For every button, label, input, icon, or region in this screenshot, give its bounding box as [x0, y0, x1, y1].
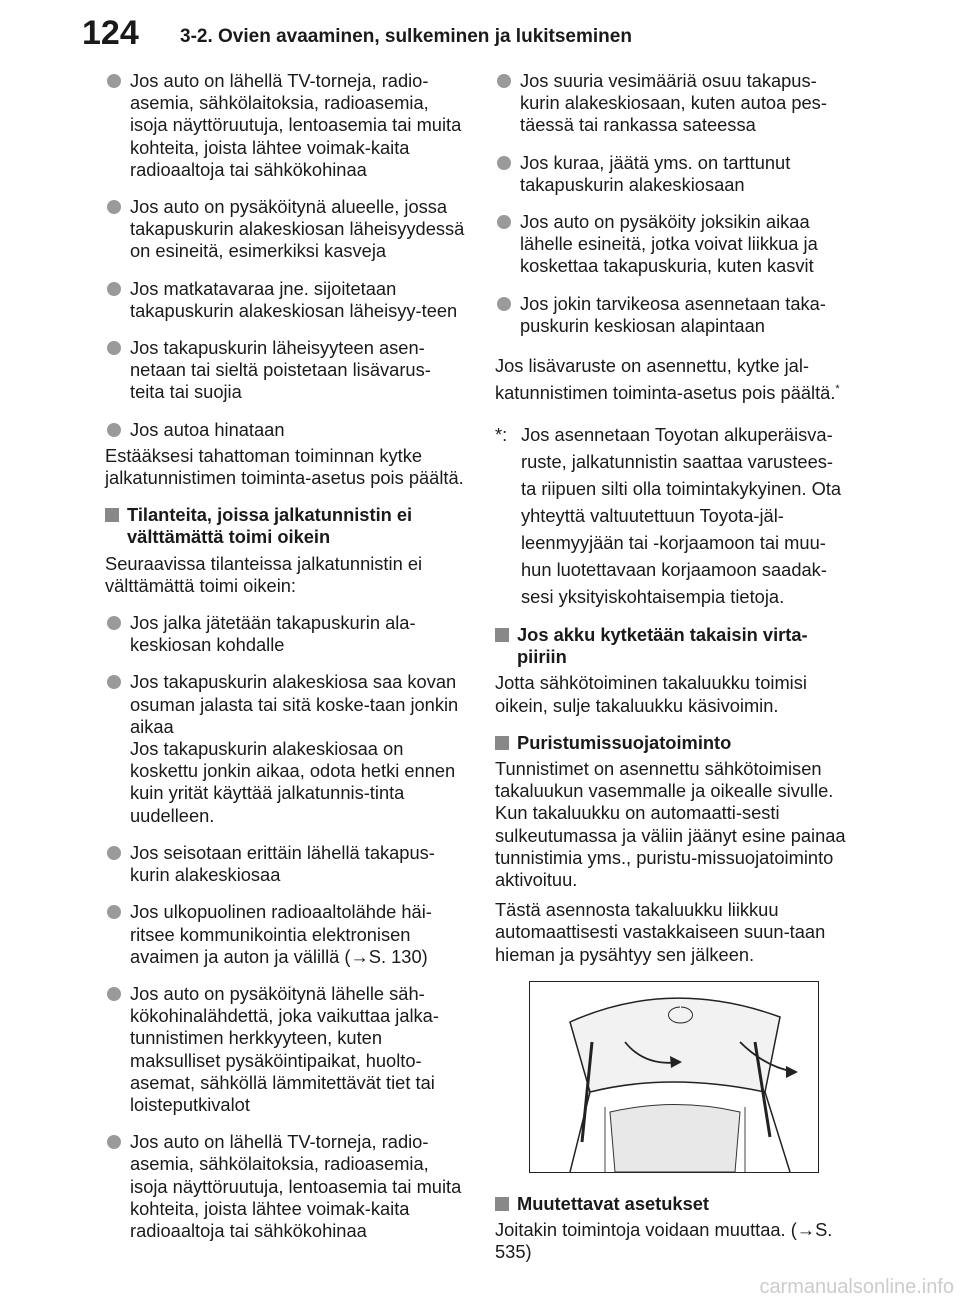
bullet-item: Jos auto on lähellä TV-torneja, radio-asemia, sähkölaitoksia, radioasemia, isoja näyttöruutuja, lentoasemia tai muita kohteita, joista lähtee voimak-kaita radioaaltoja tai sähkökohinaa — [105, 1131, 465, 1242]
paragraph-text: Jos lisävaruste on asennettu, kytke jal-katunnistimen toiminta-asetus pois päältä. — [495, 355, 836, 404]
page-number: 124 — [82, 14, 139, 52]
bullet-item: Jos auto on pysäköity joksikin aikaa lähelle esineitä, jotka voivat liikkua ja koskettaa takapuskuria, kuten kasvit — [495, 211, 847, 278]
bullet-item: Jos jokin tarvikeosa asennetaan taka-puskurin keskiosan alapintaan — [495, 293, 847, 337]
footnote — [495, 421, 847, 610]
footnote-mark: *: — [495, 424, 508, 446]
bullet-item: Jos auto on lähellä TV-torneja, radio-asemia, sähkölaitoksia, radioasemia, isoja näyttöruutuja, lentoasemia tai muita kohteita, joista lähtee voimak-kaita radioaaltoja tai sähkökohinaa — [105, 70, 465, 181]
watermark: carmanualsonline.info — [759, 1276, 954, 1298]
bullet-item: Jos jalka jätetään takapuskurin ala-keskiosan kohdalle — [105, 612, 465, 656]
bullet-item: Jos auto on pysäköitynä lähelle säh-kökohinalähdettä, joka vaikuttaa jalka-tunnistimen herkkyyteen, kuten maksulliset pysäköintipaikat, huolto-asemat, sähköllä lämmitettävät tiet tai loisteputkivalot — [105, 983, 465, 1116]
footnote-marker: * — [835, 382, 840, 395]
bullet-item: Jos suuria vesimääriä osuu takapus-kurin alakeskiosaan, kuten autoa pes-täessä tai rankassa sateessa — [495, 70, 847, 137]
tailgate-drawing — [530, 982, 818, 1172]
bullet-item: Jos ulkopuolinen radioaaltolähde häi-ritsee kommunikointia elektronisen avaimen ja auton ja välillä (→S. 130) — [105, 901, 465, 968]
bullet-item: Jos autoa hinataan — [105, 419, 465, 441]
bullet-item: Jos matkatavaraa jne. sijoitetaan takapuskurin alakeskiosan läheisyy-teen — [105, 278, 465, 322]
bullet-item: Jos seisotaan erittäin lähellä takapus-kurin alakeskiosaa — [105, 842, 465, 886]
paragraph: Tästä asennosta takaluukku liikkuu automaattisesti vastakkaiseen suun-taan hieman ja pysähtyy sen jälkeen. — [495, 899, 826, 965]
subheading: Muutettavat asetukset — [495, 1193, 847, 1215]
bullet-text: Jos takapuskurin alakeskiosaa on koskettu jonkin aikaa, odota hetki ennen kuin yrität käyttää jalkatunnis-tinta uudelleen. — [130, 738, 456, 826]
paragraph: Estääksesi tahattoman toiminnan kytke jalkatunnistimen toiminta-asetus pois päältä. — [105, 444, 464, 489]
paragraph: Tunnistimet on asennettu sähkötoimisen takaluukun vasemmalle ja oikealle sivulle. Kun takaluukku on automaatti-sesti sulkeutumassa ja väliin jäänyt esine painaa tunnistimia yms., puristu-missuojatoiminto aktivoituu. — [495, 758, 846, 891]
tailgate-illustration — [529, 981, 819, 1173]
section-title: 3-2. Ovien avaaminen, sulkeminen ja lukitseminen — [180, 26, 632, 47]
bullet-item: Jos takapuskurin läheisyyteen asen-netaan tai sieltä poistetaan lisävarus-teita tai suojia — [105, 337, 465, 404]
right-column — [495, 70, 847, 1278]
bullet-item — [105, 671, 465, 826]
bullet-text: Jos takapuskurin alakeskiosa saa kovan osuman jalasta tai sitä koske-taan jonkin aikaa — [130, 671, 459, 737]
footnote-text: Jos asennetaan Toyotan alkuperäisva-ruste, jalkatunnistin saattaa varustees-ta riipuen silti olla toimintakykyinen. Ota yhteyttä valtuutettuun Toyota-jäl-leenmyyjään tai -korjaamoon tai muu-hun luotettavaan korjaamoon saadak-sesi yksityiskohtaisempia tietoja. — [521, 424, 842, 608]
bullet-item: Jos auto on pysäköitynä alueelle, jossa takapuskurin alakeskiosan läheisyydessä on esineitä, esimerkiksi kasveja — [105, 196, 465, 263]
subheading: Puristumissuojatoiminto — [495, 732, 847, 754]
paragraph: Jotta sähkötoiminen takaluukku toimisi oikein, sulje takaluukku käsivoimin. — [495, 672, 807, 716]
subheading: Jos akku kytketään takaisin virta-piiriin — [495, 624, 847, 668]
bullet-item: Jos kuraa, jäätä yms. on tarttunut takapuskurin alakeskiosaan — [495, 152, 847, 196]
paragraph: Seuraavissa tilanteissa jalkatunnistin ei välttämättä toimi oikein: — [105, 552, 423, 596]
page-header — [0, 0, 960, 72]
paragraph: Joitakin toimintoja voidaan muuttaa. (→S. 535) — [495, 1219, 833, 1263]
subheading: Tilanteita, joissa jalkatunnistin ei välttämättä toimi oikein — [105, 504, 465, 548]
left-column — [105, 70, 465, 1257]
paragraph — [495, 352, 847, 406]
